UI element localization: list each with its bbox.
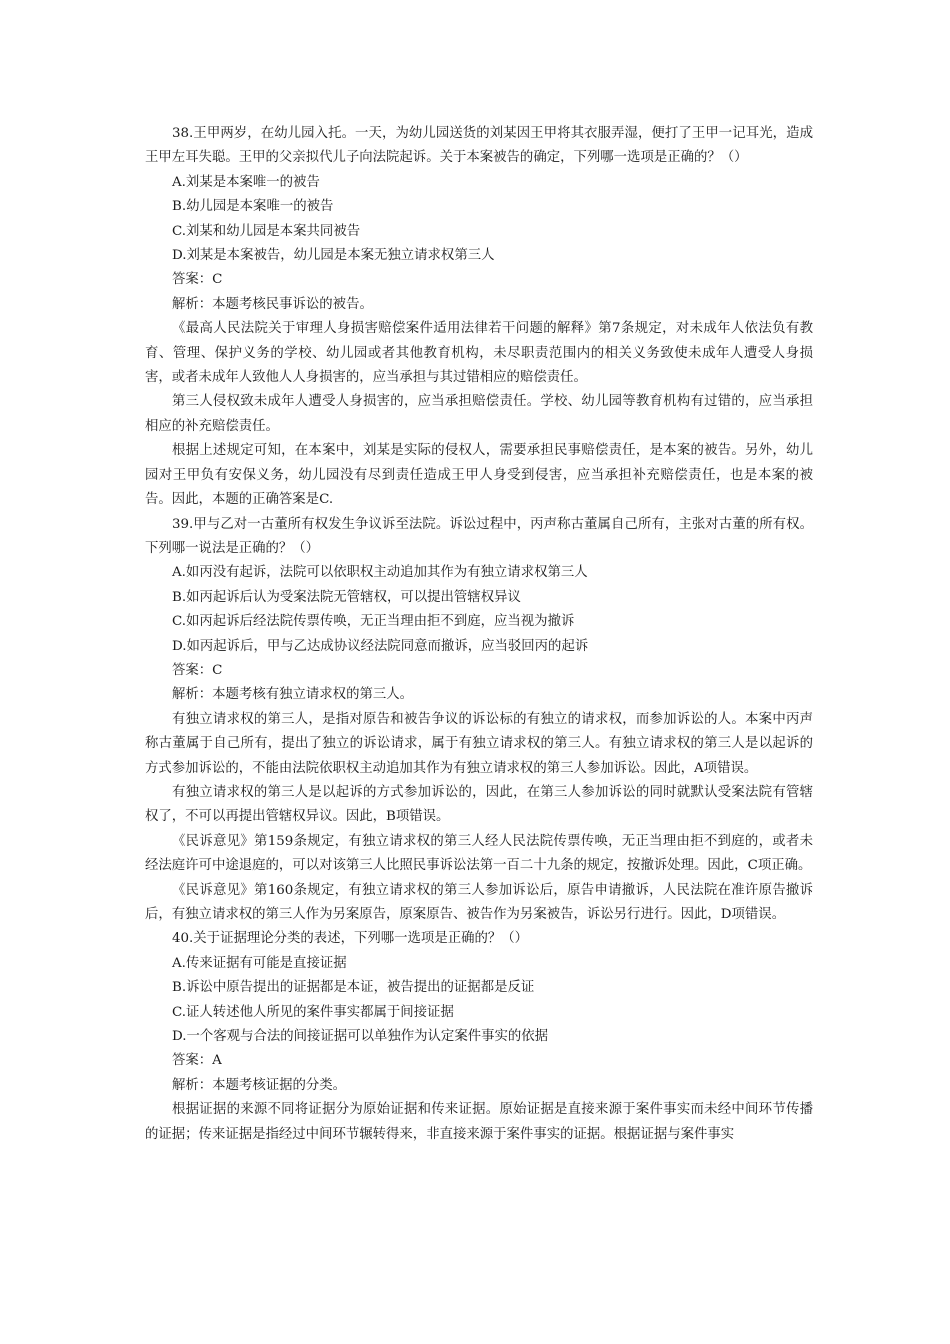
q39-option-d: D.如丙起诉后，甲与乙达成协议经法院同意而撤诉，应当驳回丙的起诉 — [172, 638, 589, 654]
q40-option-a: A.传来证据有可能是直接证据 — [172, 955, 347, 971]
question-40: 40.关于证据理论分类的表述，下列哪一选项是正确的？（） — [172, 931, 529, 947]
q38-analysis-1: 解析：本题考核民事诉讼的被告。 — [172, 296, 373, 312]
q40-option-b: B.诉讼中原告提出的证据都是本证，被告提出的证据都是反证 — [172, 980, 535, 996]
q39-answer: 答案：C — [172, 662, 223, 678]
q40-analysis-1: 解析：本题考核证据的分类。 — [172, 1077, 347, 1093]
q38-option-d: D.刘某是本案被告，幼儿园是本案无独立请求权第三人 — [172, 248, 495, 264]
q38-analysis-2: 《最高人民法院关于审理人身损害赔偿案件适用法律若干问题的解释》第7条规定，对未成年人依法负有教育、管理、保护义务的学校、幼儿园或者其他教育机构，未尽职责范围内的相关义务致使未成年人遭受人身损害，或者未成年人致他人人身损害的，应当承担与其过错相应的赔偿责任。 — [145, 321, 813, 386]
question-38: 38.王甲两岁，在幼儿园入托。一天，为幼儿园送货的刘某因王甲将其衣服弄湿，便打了王甲一记耳光，造成王甲左耳失聪。王甲的父亲拟代儿子向法院起诉。关于本案被告的确定，下列哪一选项是正确的？（） — [145, 126, 813, 166]
q39-analysis-3: 有独立请求权的第三人是以起诉的方式参加诉讼的，因此，在第三人参加诉讼的同时就默认受案法院有管辖权了，不可以再提出管辖权异议。因此，B项错误。 — [145, 784, 813, 825]
q39-option-b: B.如丙起诉后认为受案法院无管辖权，可以提出管辖权异议 — [172, 589, 521, 605]
q38-option-b: B.幼儿园是本案唯一的被告 — [172, 199, 334, 215]
q40-answer: 答案：A — [172, 1053, 222, 1069]
q39-analysis-1: 解析：本题考核有独立请求权的第三人。 — [172, 687, 414, 703]
q40-option-d: D.一个客观与合法的间接证据可以单独作为认定案件事实的依据 — [172, 1029, 549, 1045]
q39-analysis-4: 《民诉意见》第159条规定，有独立请求权的第三人经人民法院传票传唤，无正当理由拒不到庭的，或者未经法庭许可中途退庭的，可以对该第三人比照民事诉讼法第一百二十九条的规定，按撤诉处理。因此，C项正确。 — [145, 833, 813, 874]
q39-option-c: C.如丙起诉后经法院传票传唤，无正当理由拒不到庭，应当视为撤诉 — [172, 614, 575, 630]
q39-analysis-5: 《民诉意见》第160条规定，有独立请求权的第三人参加诉讼后，原告申请撤诉，人民法院在准许原告撤诉后，有独立请求权的第三人作为另案原告，原案原告、被告作为另案被告，诉讼另行进行。因此，D项错误。 — [145, 882, 813, 922]
q40-option-c: C.证人转述他人所见的案件事实都属于间接证据 — [172, 1004, 454, 1020]
q38-option-a: A.刘某是本案唯一的被告 — [172, 174, 320, 190]
q39-option-a: A.如丙没有起诉，法院可以依职权主动追加其作为有独立请求权第三人 — [172, 565, 588, 581]
q38-analysis-4: 根据上述规定可知，在本案中，刘某是实际的侵权人，需要承担民事赔偿责任，是本案的被告。另外，幼儿园对王甲负有安保义务，幼儿园没有尽到责任造成王甲人身受到侵害，应当承担补充赔偿责任，也是本案的被告。因此，本题的正确答案是C. — [145, 443, 813, 508]
q38-option-c: C.刘某和幼儿园是本案共同被告 — [172, 223, 361, 239]
q39-analysis-2: 有独立请求权的第三人，是指对原告和被告争议的诉讼标的有独立的请求权，而参加诉讼的人。本案中丙声称古董属于自己所有，提出了独立的诉讼请求，属于有独立请求权的第三人。有独立请求权的第三人是以起诉的方式参加诉讼的，不能由法院依职权主动追加其作为有独立请求权的第三人参加诉讼。因此，A项错误。 — [145, 711, 813, 776]
q40-analysis-2: 根据证据的来源不同将证据分为原始证据和传来证据。原始证据是直接来源于案件事实而未经中间环节传播的证据；传来证据是指经过中间环节辗转得来，非直接来源于案件事实的证据。根据证据与案件事实 — [145, 1102, 813, 1142]
document-page — [145, 122, 813, 1147]
question-39: 39.甲与乙对一古董所有权发生争议诉至法院。诉讼过程中，丙声称古董属自己所有，主张对古董的所有权。下列哪一说法是正确的？（） — [145, 516, 813, 556]
q38-analysis-3: 第三人侵权致未成年人遭受人身损害的，应当承担赔偿责任。学校、幼儿园等教育机构有过错的，应当承担相应的补充赔偿责任。 — [145, 394, 813, 434]
q38-answer: 答案：C — [172, 272, 223, 288]
